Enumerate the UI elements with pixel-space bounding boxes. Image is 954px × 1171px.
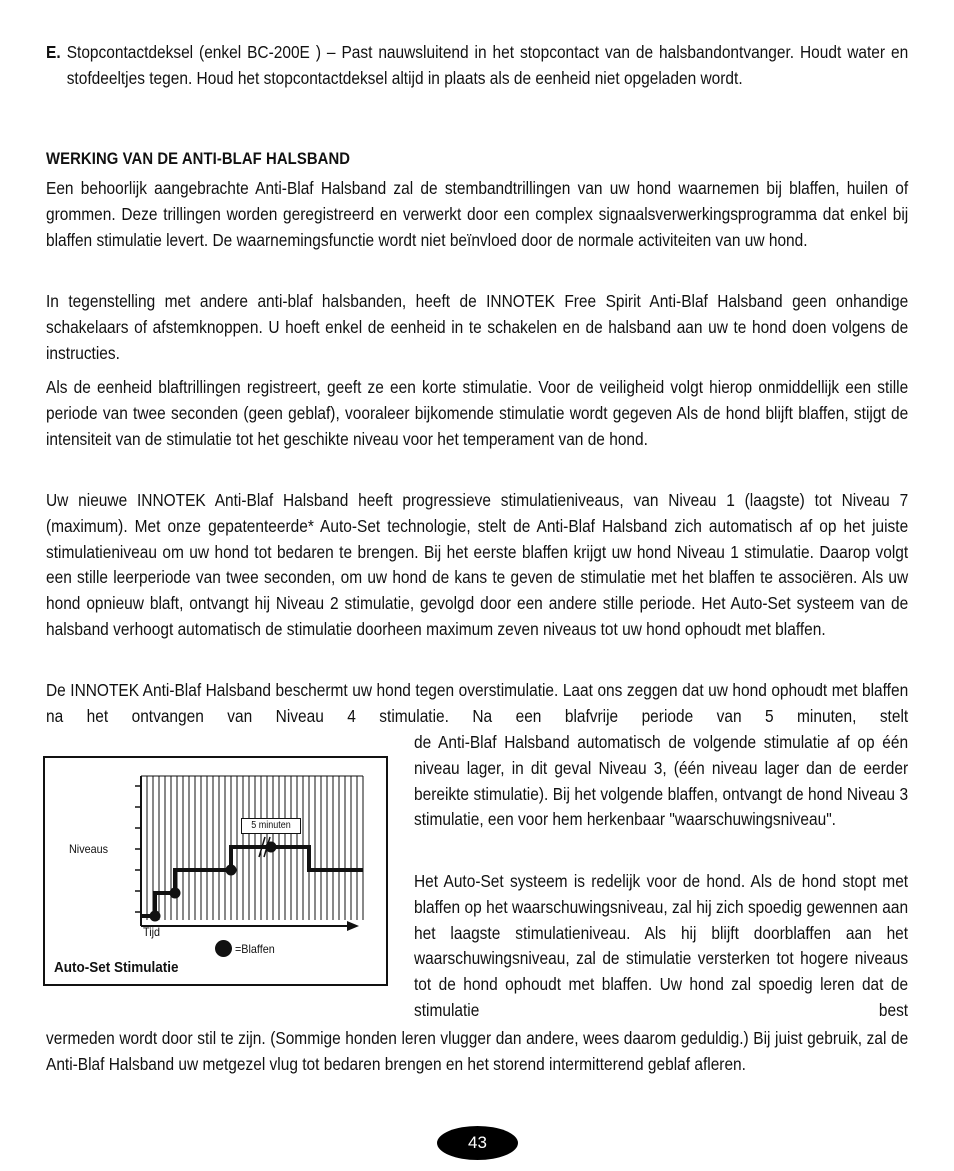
- paragraph-2: In tegenstelling met andere anti-blaf halsbanden, heeft de INNOTEK Free Spirit Anti-Blaf Halsband geen onhandige schakelaars of afstemknoppen. U hoeft enkel de eenheid in te schakelen en de halsband aan uw te hond doen volgens de instructies.: [46, 291, 909, 363]
- paragraph-6-full: vermeden wordt door stil te zijn. (Sommige honden leren vlugger dan andere, wees daarom geduldig.) Bij juist gebruik, zal de Anti-Blaf Halsband uw metgezel vlug tot bedaren brengen en het storend intermitterend geblaf afleren.: [46, 1028, 909, 1074]
- auto-set-figure: [43, 756, 388, 986]
- page-number: 43: [437, 1126, 518, 1160]
- bark-dot: [150, 911, 161, 922]
- y-axis-label: Niveaus: [69, 842, 109, 856]
- stimulation-step-line: [141, 847, 363, 916]
- legend: [215, 940, 279, 957]
- x-axis-arrow: [347, 921, 359, 931]
- bark-dot: [170, 888, 181, 899]
- paragraph-5-full: De INNOTEK Anti-Blaf Halsband beschermt uw hond tegen overstimulatie. Laat ons zeggen dat uw hond ophoudt met blaffen na het ontvangen van Niveau 4 stimulatie. Na een blafvrije periode van 5 minuten, stelt: [46, 680, 909, 726]
- paragraph-3: Als de eenheid blaftrillingen registreert, geeft ze een korte stimulatie. Voor de veiligheid volgt hierop onmiddellijk een stille periode van twee seconden (geen geblaf), vooraleer bijkomende stimulatie wordt gegeven Als de hond blijft blaffen, stijgt de intensiteit van de stimulatie tot het geschikte niveau voor het temperament van de hond.: [46, 377, 909, 449]
- item-e-label: E.: [46, 42, 61, 62]
- paragraph-4: Uw nieuwe INNOTEK Anti-Blaf Halsband heeft progressieve stimulatieniveaus, van Niveau 1 (laagste) tot Niveau 7 (maximum). Met onze gepatenteerde* Auto-Set technologie, stelt de Anti-Blaf Halsband zich automatisch af op het juiste stimulatieniveau om uw hond tot bedaren te brengen. Bij het eerste blaffen krijgt uw hond Niveau 1 stimulatie. Daarop volgt een stille leerperiode van twee seconden, om uw hond de kans te geven de stimulatie met het blaffen te associëren. Als uw hond opnieuw blaft, ontvangt hij Niveau 2 stimulatie, gevolgd door een andere stille periode. Het Auto-Set systeem van de halsband verhoogt automatisch de stimulatie doorheen maximum zeven niveaus tot uw hond ophoudt met blaffen.: [46, 490, 909, 639]
- item-e-text: Stopcontactdeksel (enkel BC-200E ) – Past nauwsluitend in het stopcontact van de halsbandontvanger. Houdt water en stofdeeltjes tegen. Houd het stopcontactdeksel altijd in plaats als de eenheid niet opgeladen wordt.: [66, 42, 909, 88]
- section-heading: WERKING VAN DE ANTI-BLAF HALSBAND: [46, 150, 351, 168]
- bark-dot: [226, 865, 237, 876]
- item-e: [46, 40, 908, 92]
- paragraph-5-side: de Anti-Blaf Halsband automatisch de volgende stimulatie af op één niveau lager, in dit geval Niveau 3, (één niveau lager dan de eerder bereikte stimulatie). Bij het volgende blaffen, ontvangt de hond Niveau 3 stimulatie, een voor hem herkenbaar "waarschuwingsniveau".: [414, 732, 909, 830]
- chart-steps: [141, 847, 363, 916]
- legend-dot-icon: [215, 940, 232, 957]
- legend-label: =Blaffen: [235, 941, 275, 956]
- figure-caption: Auto-Set Stimulatie: [54, 959, 179, 976]
- paragraph-1: Een behoorlijk aangebrachte Anti-Blaf Halsband zal de stembandtrillingen van uw hond waarnemen bij blaffen, huilen of grommen. Deze trillingen worden geregistreerd en verwerkt door een complex signaalsverwerkingsprogramma dat enkel bij blaffen stimulatie levert. De waarnemingsfunctie wordt niet beïnvloed door de normale activiteiten van uw hond.: [46, 178, 909, 250]
- duration-label: 5 minuten: [241, 818, 301, 834]
- paragraph-6-side: Het Auto-Set systeem is redelijk voor de hond. Als de hond stopt met blaffen op het waarschuwingsniveau, zal hij zich spoedig gewennen aan het laagste stimulatieniveau. Als hij blijft doorblaffen aan het waarschuwingsniveau, zal de stimulatie versterken tot hogere niveaus tot de hond ophoudt met blaffen. Uw hond zal spoedig leren dat de stimulatie best: [414, 871, 909, 1020]
- chart-axes: [135, 776, 359, 931]
- x-axis-label: Tijd: [143, 925, 161, 939]
